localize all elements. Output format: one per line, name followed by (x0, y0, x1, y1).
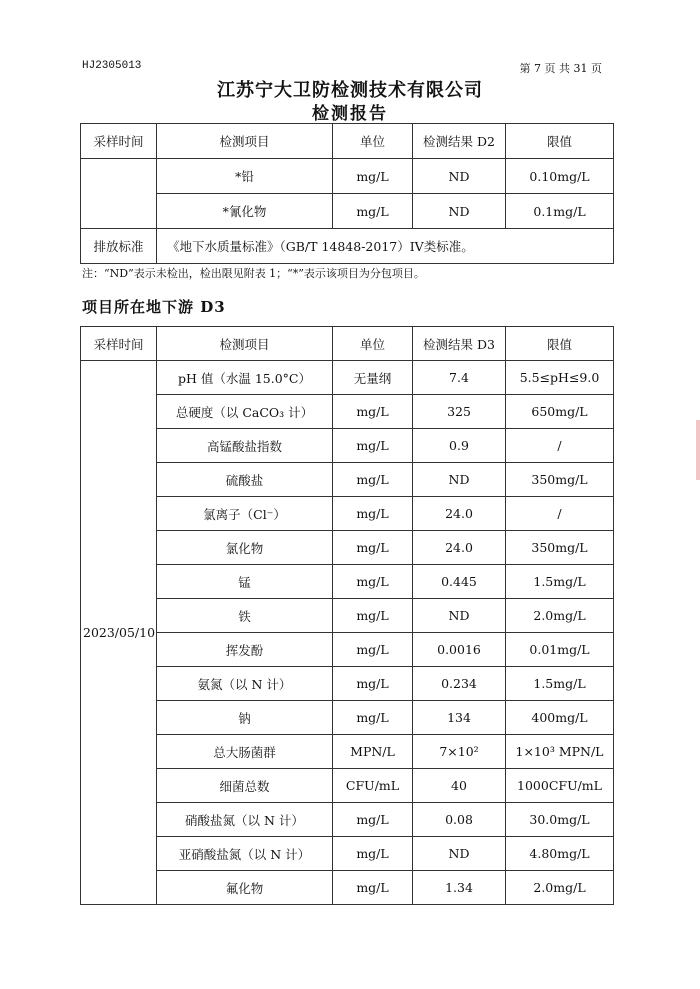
item-cell: 亚硝酸盐氮（以 N 计） (157, 837, 333, 871)
header-cell: 采样时间 (81, 124, 157, 159)
unit-cell: mg/L (333, 531, 413, 565)
unit-cell: mg/L (333, 667, 413, 701)
unit-cell: mg/L (333, 837, 413, 871)
limit-cell: 30.0mg/L (506, 803, 614, 837)
header-cell: 检测结果 D3 (413, 327, 506, 361)
unit-cell: mg/L (333, 565, 413, 599)
unit-cell: mg/L (333, 395, 413, 429)
seal-edge-mark (696, 420, 700, 480)
standard-text: 《地下水质量标准》（GB/T 14848-2017）IV类标准。 (157, 229, 614, 264)
standard-row (81, 229, 614, 264)
unit-cell: mg/L (333, 633, 413, 667)
result-cell: 0.445 (413, 565, 506, 599)
header-cell: 检测结果 D2 (413, 124, 506, 159)
table-row (81, 633, 614, 667)
header-cell: 单位 (333, 124, 413, 159)
unit-cell: mg/L (333, 429, 413, 463)
results-table-d2 (80, 123, 614, 264)
item-cell: 硝酸盐氮（以 N 计） (157, 803, 333, 837)
table-row (81, 429, 614, 463)
header-cell: 检测项目 (157, 124, 333, 159)
limit-cell: 350mg/L (506, 463, 614, 497)
result-cell: 325 (413, 395, 506, 429)
result-cell: 0.08 (413, 803, 506, 837)
limit-cell: 400mg/L (506, 701, 614, 735)
table-row (81, 803, 614, 837)
unit-cell: MPN/L (333, 735, 413, 769)
result-cell: 134 (413, 701, 506, 735)
table-row (81, 769, 614, 803)
limit-cell: 1000CFU/mL (506, 769, 614, 803)
result-cell: ND (413, 599, 506, 633)
unit-cell: mg/L (333, 701, 413, 735)
table-row (81, 667, 614, 701)
table-row (81, 531, 614, 565)
table-row (81, 701, 614, 735)
result-cell: ND (413, 159, 506, 194)
header-cell: 限值 (506, 124, 614, 159)
header-cell: 采样时间 (81, 327, 157, 361)
table-row (81, 871, 614, 905)
sampling-date-cell: 2023/05/10 (81, 361, 157, 905)
result-cell: 0.9 (413, 429, 506, 463)
unit-cell: mg/L (333, 871, 413, 905)
table-row (81, 194, 614, 229)
unit-cell: mg/L (333, 497, 413, 531)
result-cell: 7×10² (413, 735, 506, 769)
table-row (81, 599, 614, 633)
item-cell: 氯化物 (157, 531, 333, 565)
limit-cell: 2.0mg/L (506, 871, 614, 905)
result-cell: ND (413, 194, 506, 229)
limit-cell: / (506, 429, 614, 463)
result-cell: 7.4 (413, 361, 506, 395)
results-table-d3 (80, 326, 614, 905)
unit-cell: mg/L (333, 599, 413, 633)
table-header-row (81, 327, 614, 361)
limit-cell: 1×10³ MPN/L (506, 735, 614, 769)
item-cell: 硫酸盐 (157, 463, 333, 497)
item-cell: *氰化物 (157, 194, 333, 229)
limit-cell: / (506, 497, 614, 531)
item-cell: 总硬度（以 CaCO₃ 计） (157, 395, 333, 429)
report-title: 检测报告 (312, 104, 388, 124)
item-cell: 细菌总数 (157, 769, 333, 803)
footnote: 注：“ND”表示未检出，检出限见附表 1；“*”表示该项目为分包项目。 (82, 267, 425, 280)
result-cell: ND (413, 837, 506, 871)
document-id: HJ2305013 (82, 60, 142, 72)
item-cell: pH 值（水温 15.0°C） (157, 361, 333, 395)
result-cell: 24.0 (413, 497, 506, 531)
limit-cell: 0.01mg/L (506, 633, 614, 667)
limit-cell: 1.5mg/L (506, 667, 614, 701)
company-name: 江苏宁大卫防检测技术有限公司 (217, 80, 483, 101)
header-cell: 限值 (506, 327, 614, 361)
table-row (81, 463, 614, 497)
result-cell: 0.234 (413, 667, 506, 701)
header-cell: 检测项目 (157, 327, 333, 361)
page-number: 第 7 页 共 31 页 (519, 62, 602, 75)
unit-cell: 无量纲 (333, 361, 413, 395)
table-row (81, 565, 614, 599)
item-cell: 总大肠菌群 (157, 735, 333, 769)
result-cell: 24.0 (413, 531, 506, 565)
table-header-row (81, 124, 614, 159)
item-cell: 钠 (157, 701, 333, 735)
item-cell: 氯离子（Cl⁻） (157, 497, 333, 531)
table-row (81, 395, 614, 429)
table-row (81, 361, 614, 395)
unit-cell: CFU/mL (333, 769, 413, 803)
unit-cell: mg/L (333, 194, 413, 229)
table-row (81, 837, 614, 871)
item-cell: 挥发酚 (157, 633, 333, 667)
item-cell: 锰 (157, 565, 333, 599)
limit-cell: 2.0mg/L (506, 599, 614, 633)
result-cell: 1.34 (413, 871, 506, 905)
item-cell: 高锰酸盐指数 (157, 429, 333, 463)
unit-cell: mg/L (333, 803, 413, 837)
table-row (81, 497, 614, 531)
limit-cell: 4.80mg/L (506, 837, 614, 871)
item-cell: *铅 (157, 159, 333, 194)
result-cell: 40 (413, 769, 506, 803)
limit-cell: 350mg/L (506, 531, 614, 565)
item-cell: 铁 (157, 599, 333, 633)
result-cell: ND (413, 463, 506, 497)
unit-cell: mg/L (333, 159, 413, 194)
limit-cell: 650mg/L (506, 395, 614, 429)
table-row (81, 735, 614, 769)
table-row (81, 159, 614, 194)
unit-cell: mg/L (333, 463, 413, 497)
section-title: 项目所在地下游 D3 (82, 298, 226, 316)
limit-cell: 1.5mg/L (506, 565, 614, 599)
limit-cell: 0.1mg/L (506, 194, 614, 229)
header-cell: 单位 (333, 327, 413, 361)
standard-label: 排放标准 (81, 229, 157, 264)
sampling-date-cell (81, 159, 157, 229)
item-cell: 氨氮（以 N 计） (157, 667, 333, 701)
item-cell: 氟化物 (157, 871, 333, 905)
result-cell: 0.0016 (413, 633, 506, 667)
limit-cell: 5.5≤pH≤9.0 (506, 361, 614, 395)
limit-cell: 0.10mg/L (506, 159, 614, 194)
